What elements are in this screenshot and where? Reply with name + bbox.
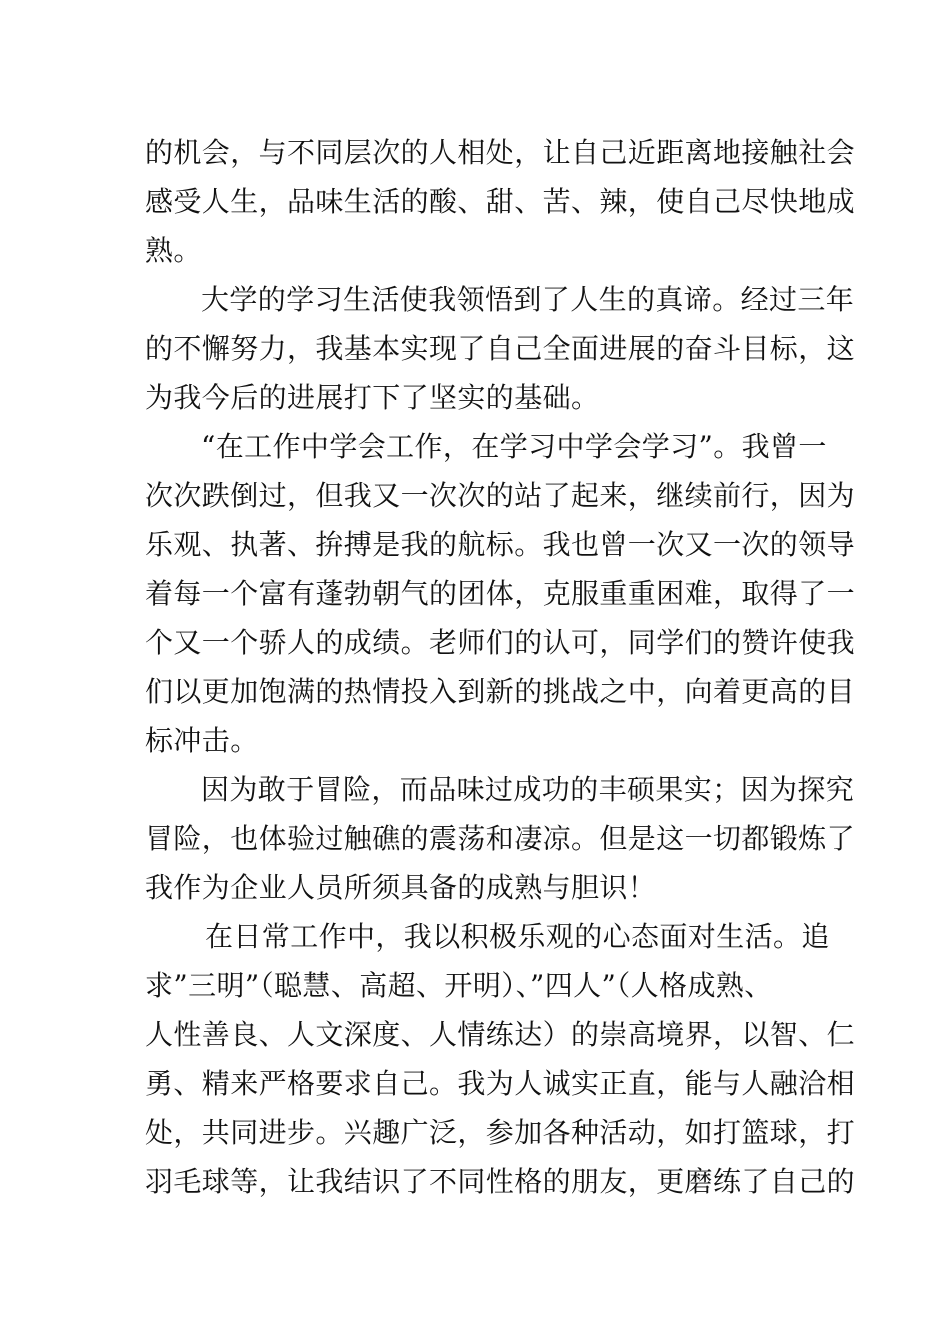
text-line: 感受人生，品味生活的酸、甜、苦、辣，使自己尽快地成 (145, 185, 856, 218)
text-line: 熟。 (145, 234, 202, 267)
text-line: 们以更加饱满的热情投入到新的挑战之中，向着更高的目 (145, 675, 856, 708)
text-line: 乐观、执著、拚搏是我的航标。我也曾一次又一次的领导 (145, 528, 856, 561)
text-line: 次次跌倒过，但我又一次次的站了起来，继续前行，因为 (145, 479, 856, 512)
text-line: 的不懈努力，我基本实现了自己全面进展的奋斗目标，这 (145, 332, 856, 365)
text-line: 为我今后的进展打下了坚实的基础。 (145, 381, 600, 414)
text-line: 勇、精来严格要求自己。我为人诚实正直，能与人融洽相 (145, 1067, 856, 1100)
text-line: 着每一个富有蓬勃朝气的团体，克服重重困难，取得了一 (145, 577, 856, 610)
text-line: 处，共同进步。兴趣广泛，参加各种活动，如打篮球，打 (145, 1116, 856, 1149)
paragraph-first-line: “在工作中学会工作，在学习中学会学习”。我曾一 (201, 430, 827, 463)
text-line: 标冲击。 (145, 724, 259, 757)
paragraph-first-line: 因为敢于冒险，而品味过成功的丰硕果实；因为探究 (201, 773, 855, 806)
text-line: 的机会，与不同层次的人相处，让自己近距离地接触社会 (145, 136, 856, 169)
paragraph-first-line: 在日常工作中，我以积极乐观的心态面对生活。追 (205, 920, 830, 953)
text-line: 个又一个骄人的成绩。老师们的认可，同学们的赞许使我 (145, 626, 856, 659)
text-line: 我作为企业人员所须具备的成熟与胆识！ (145, 871, 657, 904)
text-line: 人性善良、人文深度、人情练达）的崇高境界，以智、仁 (145, 1018, 856, 1051)
text-line: 求”三明”（聪慧、高超、开明）、”四人”（人格成熟、 (145, 969, 773, 1002)
paragraph-first-line: 大学的学习生活使我领悟到了人生的真谛。经过三年 (201, 283, 855, 316)
text-line: 冒险，也体验过触礁的震荡和凄凉。但是这一切都锻炼了 (145, 822, 856, 855)
text-line: 羽毛球等，让我结识了不同性格的朋友，更磨练了自己的 (145, 1165, 856, 1198)
